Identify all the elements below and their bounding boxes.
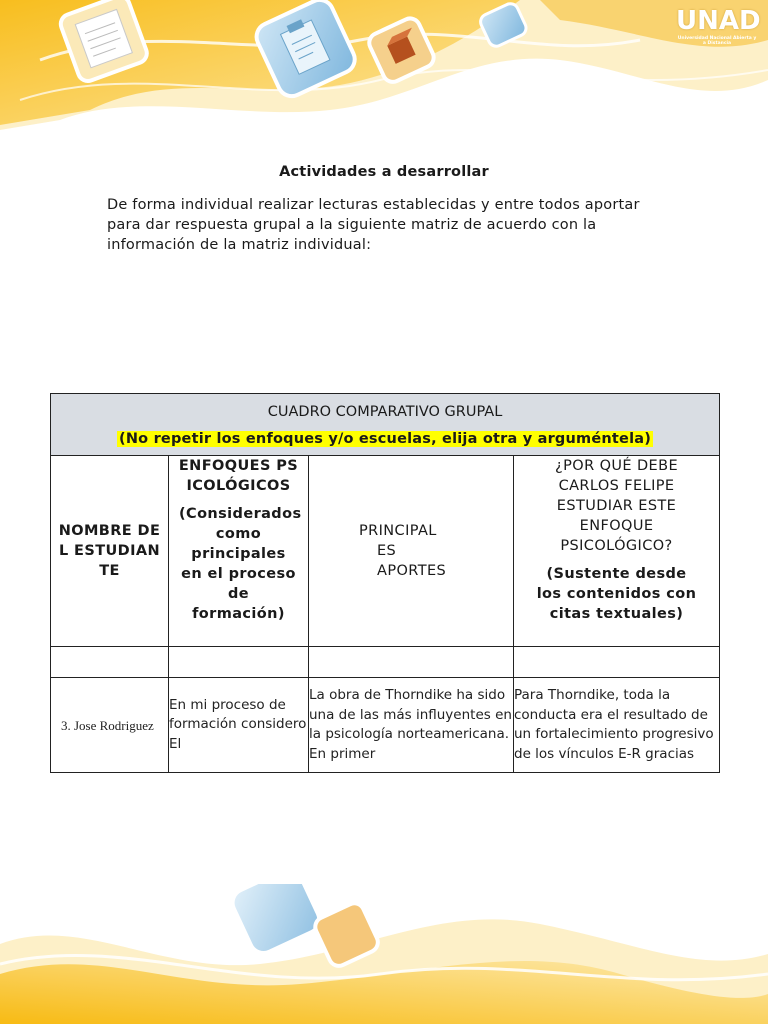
page-title: Actividades a desarrollar xyxy=(279,164,489,180)
table-title: CUADRO COMPARATIVO GRUPAL xyxy=(267,404,503,420)
column-header-approach-note: (Considerados como principales en el proceso de formación) xyxy=(179,506,302,622)
column-header-contributions-part1: PRINCIPAL xyxy=(359,523,437,539)
footer-decoration xyxy=(0,884,768,1024)
empty-cell xyxy=(51,647,169,678)
table-note: (No repetir los enfoques y/o escuelas, elija otra y arguméntela) xyxy=(119,431,652,447)
cell-student: 3. Jose Rodriguez xyxy=(51,678,169,773)
decorative-blue-card-icon xyxy=(228,884,324,958)
column-header-why-label: ¿POR QUÉ DEBE CARLOS FELIPE ESTUDIAR ESTE ENFOQUE PSICOLÓGICO? xyxy=(555,458,679,554)
intro-text: De forma individual realizar lecturas establecidas y entre todos aportar para dar respuesta grupal a la siguiente matriz de acuerdo con la información de la matriz individual: xyxy=(107,197,640,253)
header-decoration xyxy=(0,0,768,140)
column-header-approach xyxy=(169,456,309,647)
logo-mark: UNAD xyxy=(676,6,761,36)
cell-contributions: La obra de Thorndike ha sido una de las más influyentes en la psicología norteamericana. En primer xyxy=(309,678,514,773)
table-header-row xyxy=(51,394,720,456)
table-title-cell xyxy=(51,394,720,456)
column-headers-row xyxy=(51,456,720,647)
column-header-student-label: NOMBRE DEL ESTUDIANTE xyxy=(58,523,161,579)
cell-why: Para Thorndike, toda la conducta era el resultado de un fortalecimiento progresivo de los vínculos E-R gracias xyxy=(514,678,720,773)
empty-cell xyxy=(309,647,514,678)
logo-subtitle: Universidad Nacional Abierta y a Distancia xyxy=(677,36,757,46)
comparison-table xyxy=(50,393,720,773)
empty-cell xyxy=(514,647,720,678)
cell-approach: En mi proceso de formación considero El xyxy=(169,678,309,773)
column-header-contributions xyxy=(309,456,514,647)
empty-cell xyxy=(169,647,309,678)
empty-row xyxy=(51,647,720,678)
column-header-student xyxy=(51,456,169,647)
column-header-contributions-part3: APORTES xyxy=(377,563,447,579)
column-header-contributions-part2: ES xyxy=(377,543,397,559)
intro-paragraph xyxy=(107,195,667,255)
column-header-why xyxy=(514,456,720,647)
table-row xyxy=(51,678,720,773)
unad-logo xyxy=(676,6,761,46)
column-header-why-note: (Sustente desde los contenidos con citas textuales) xyxy=(536,566,697,622)
column-header-approach-label: ENFOQUES PSICOLÓGICOS xyxy=(178,458,299,494)
